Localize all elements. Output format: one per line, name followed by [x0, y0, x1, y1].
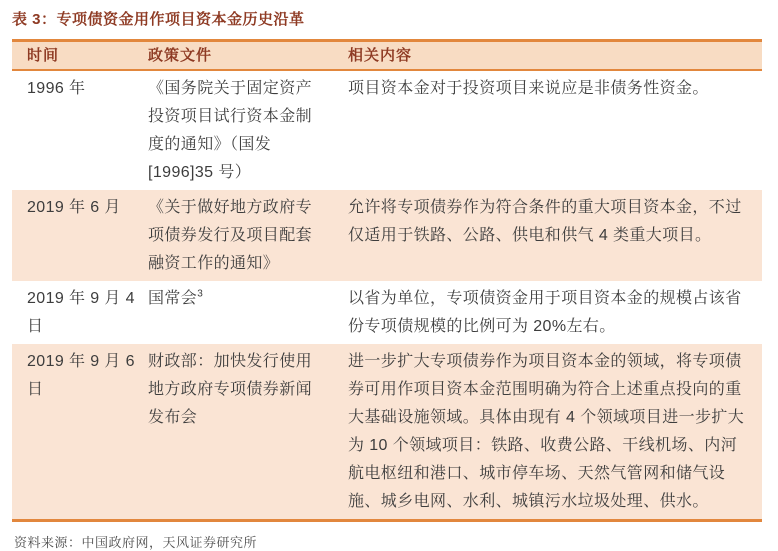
table-title: 表 3：专项债资金用作项目资本金历史沿革 [12, 11, 305, 28]
table-row [12, 71, 762, 190]
policy-text: 国常会 [148, 290, 198, 307]
column-header-time: 时间 [27, 47, 60, 64]
cell-content: 允许将专项债券作为符合条件的重大项目资本金，不过仅适用于铁路、公路、供电和供气 4 类重大项目。 [348, 199, 742, 244]
cell-content: 进一步扩大专项债券作为项目资本金的领域，将专项债券可用作项目资本金范围明确为符合上述重点投向的重大基础设施领域。具体由现有 4 个领域项目进一步扩大为 10 个领域项目：铁路、收费公路、干线机场、内河航电枢纽和港口、城市停车场、天然气管网和储气设施、城乡电网、水利、城镇污水垃圾处理、供水。 [348, 353, 745, 510]
policy-history-table [12, 39, 762, 522]
cell-time: 2019 年 9 月 6 日 [27, 353, 135, 398]
policy-text: 财政部：加快发行使用地方政府专项债券新闻发布会 [148, 353, 313, 426]
footnote-ref: 3 [197, 288, 204, 300]
cell-time: 2019 年 6 月 [27, 199, 121, 216]
table-header-row [12, 42, 762, 71]
cell-time: 2019 年 9 月 4 日 [27, 290, 135, 335]
cell-content: 项目资本金对于投资项目来说应是非债务性资金。 [348, 80, 709, 97]
policy-text: 《国务院关于固定资产投资项目试行资本金制度的通知》（国发[1996]35 号） [148, 80, 313, 181]
cell-policy [148, 344, 348, 435]
source-note: 资料来源：中国政府网，天风证券研究所 [14, 535, 258, 550]
cell-content: 以省为单位，专项债资金用于项目资本金的规模占该省份专项债规模的比例可为 20%左右。 [348, 290, 742, 335]
table-row [12, 344, 762, 519]
cell-time: 1996 年 [27, 80, 86, 97]
cell-policy [148, 281, 348, 316]
cell-policy [148, 190, 348, 281]
column-header-policy: 政策文件 [148, 47, 213, 64]
table-row [12, 281, 762, 344]
cell-policy [148, 71, 348, 190]
table-row [12, 190, 762, 281]
column-header-content: 相关内容 [348, 47, 413, 64]
policy-text: 《关于做好地方政府专项债券发行及项目配套融资工作的通知》 [148, 199, 313, 272]
